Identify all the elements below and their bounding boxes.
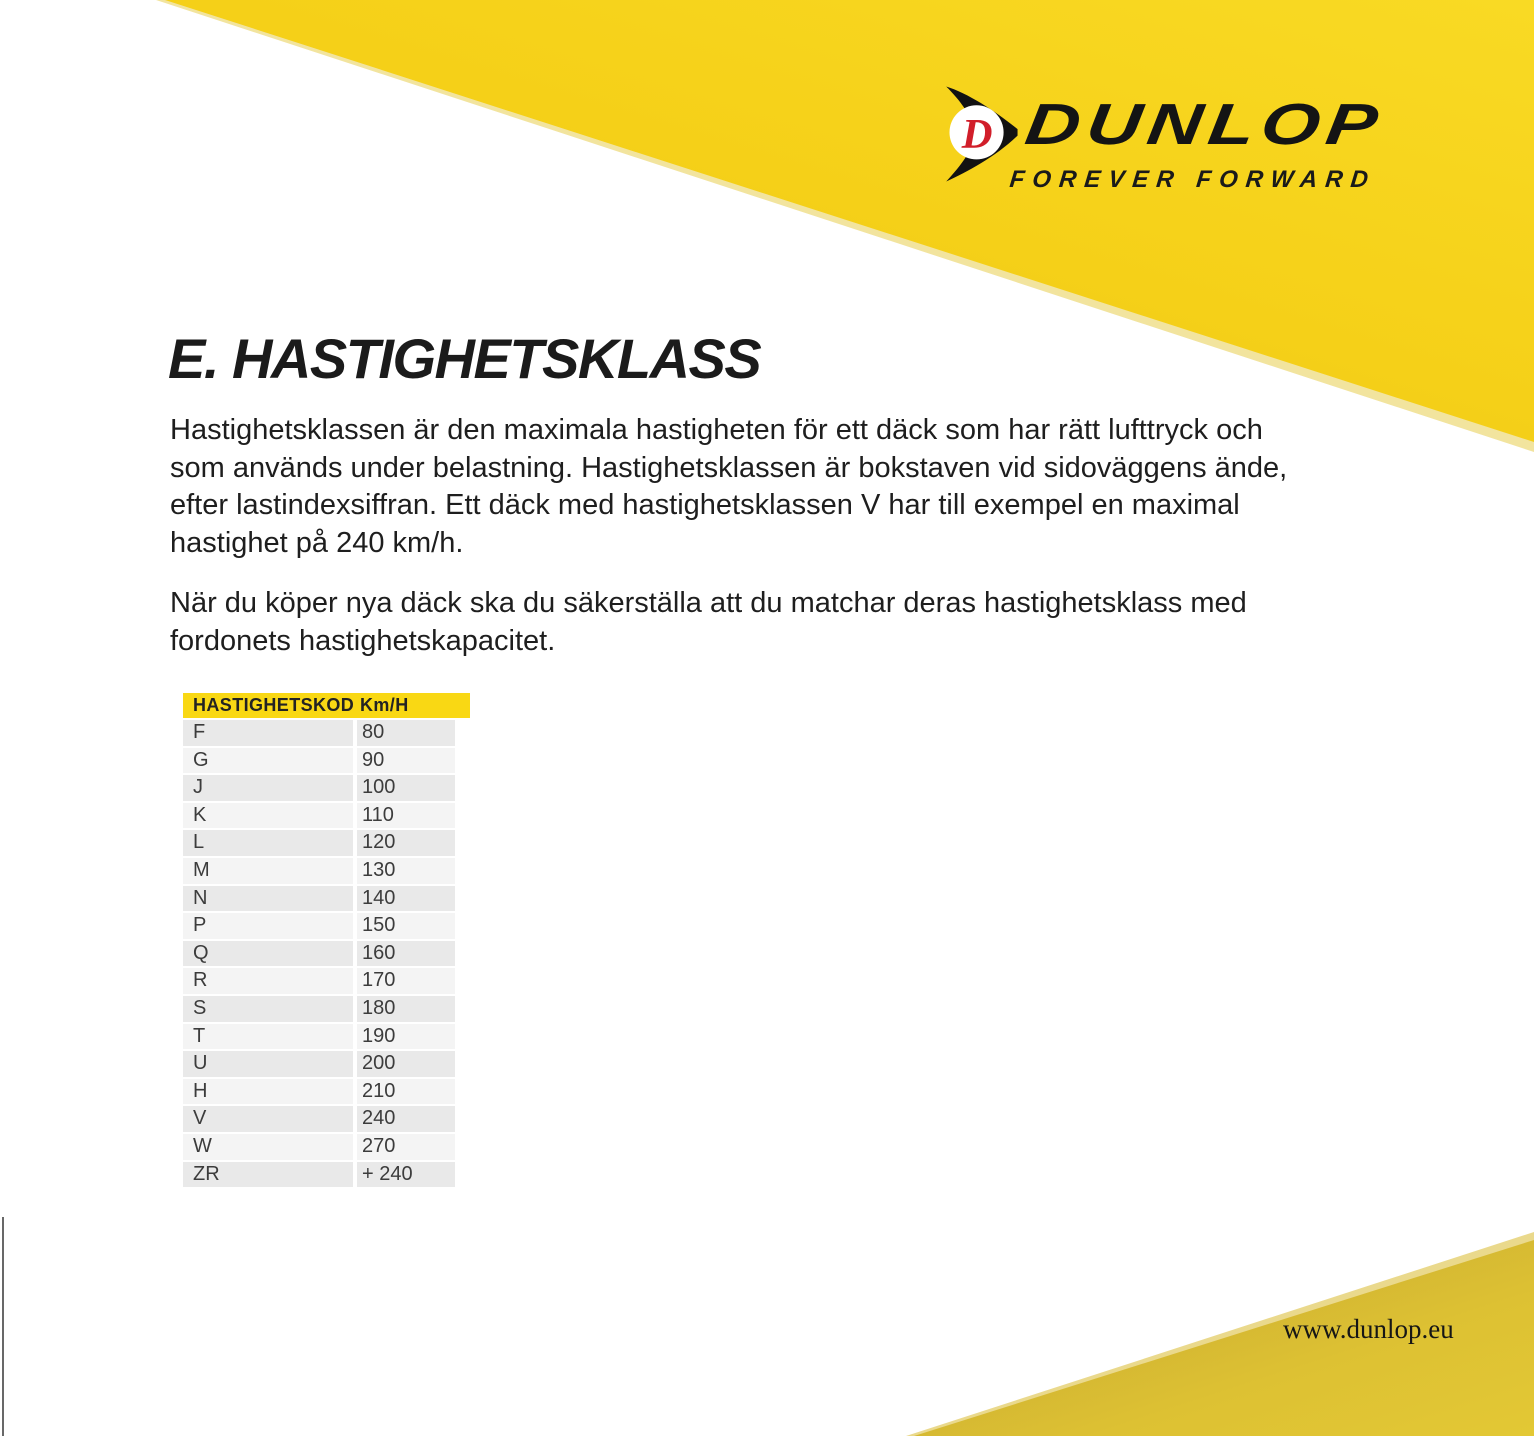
speed-kmh-cell: 150 bbox=[357, 913, 455, 939]
dunlop-wordmark: DUNLOP bbox=[1021, 92, 1388, 157]
speed-code-cell: P bbox=[183, 913, 353, 939]
page-edge-artifact bbox=[2, 1217, 4, 1436]
dunlop-logo bbox=[933, 82, 1473, 207]
speed-code-cell: G bbox=[183, 748, 353, 774]
speed-kmh-cell: 80 bbox=[357, 720, 455, 746]
dunlop-tagline: FOREVER FORWARD bbox=[1008, 166, 1378, 193]
speed-kmh-cell: 120 bbox=[357, 830, 455, 856]
speed-code-cell: H bbox=[183, 1079, 353, 1105]
website-link[interactable]: www.dunlop.eu bbox=[1283, 1314, 1454, 1344]
body-text-line: efter lastindexsiffran. Ett däck med hastighetsklassen V har till exempel en maximal bbox=[170, 489, 1240, 521]
table-header-code: HASTIGHETSKOD bbox=[193, 695, 355, 715]
table-header-kmh: Km/H bbox=[360, 695, 409, 715]
table-header-row bbox=[183, 693, 470, 718]
body-text-line: fordonets hastighetskapacitet. bbox=[170, 624, 556, 657]
table-row bbox=[183, 1079, 470, 1105]
speed-rating-table bbox=[183, 693, 470, 1189]
speed-kmh-cell: 210 bbox=[357, 1079, 455, 1105]
speed-code-cell: N bbox=[183, 886, 353, 912]
table-row bbox=[183, 1134, 470, 1160]
speed-code-cell: K bbox=[183, 803, 353, 829]
table-row bbox=[183, 748, 470, 774]
speed-kmh-cell: 110 bbox=[357, 803, 455, 829]
table-row bbox=[183, 941, 470, 967]
table-row bbox=[183, 1106, 470, 1132]
table-row bbox=[183, 1051, 470, 1077]
speed-kmh-cell: 180 bbox=[357, 996, 455, 1022]
table-row bbox=[183, 830, 470, 856]
table-row bbox=[183, 1162, 470, 1188]
speed-table-body bbox=[183, 720, 470, 1187]
table-row bbox=[183, 720, 470, 746]
table-row bbox=[183, 996, 470, 1022]
table-row bbox=[183, 858, 470, 884]
table-row bbox=[183, 1024, 470, 1050]
speed-kmh-cell: 240 bbox=[357, 1106, 455, 1132]
speed-kmh-cell: 190 bbox=[357, 1024, 455, 1050]
speed-kmh-cell: 170 bbox=[357, 968, 455, 994]
speed-code-cell: R bbox=[183, 968, 353, 994]
speed-code-cell: ZR bbox=[183, 1162, 353, 1188]
speed-kmh-cell: 90 bbox=[357, 748, 455, 774]
emblem-letter: D bbox=[961, 110, 993, 158]
speed-kmh-cell: 100 bbox=[357, 775, 455, 801]
body-text-line: När du köper nya däck ska du säkerställa att du matchar deras hastighetsklass med bbox=[170, 587, 1247, 619]
speed-kmh-cell: 270 bbox=[357, 1134, 455, 1160]
table-row bbox=[183, 968, 470, 994]
dunlop-flying-d-icon bbox=[938, 84, 1020, 184]
speed-code-cell: S bbox=[183, 996, 353, 1022]
table-row bbox=[183, 775, 470, 801]
table-row bbox=[183, 803, 470, 829]
speed-code-cell: W bbox=[183, 1134, 353, 1160]
page-title: E. HASTIGHETSKLASS bbox=[168, 327, 761, 390]
speed-code-cell: F bbox=[183, 720, 353, 746]
speed-kmh-cell: + 240 bbox=[357, 1162, 455, 1188]
speed-code-cell: U bbox=[183, 1051, 353, 1077]
speed-code-cell: T bbox=[183, 1024, 353, 1050]
table-row bbox=[183, 886, 470, 912]
table-row bbox=[183, 913, 470, 939]
speed-code-cell: Q bbox=[183, 941, 353, 967]
speed-code-cell: M bbox=[183, 858, 353, 884]
speed-kmh-cell: 200 bbox=[357, 1051, 455, 1077]
paragraph-buying-advice bbox=[170, 585, 1420, 660]
speed-kmh-cell: 140 bbox=[357, 886, 455, 912]
speed-code-cell: L bbox=[183, 830, 353, 856]
body-text-line: hastighet på 240 km/h. bbox=[170, 526, 464, 559]
speed-code-cell: J bbox=[183, 775, 353, 801]
paragraph-speed-rating bbox=[170, 412, 1420, 562]
body-text-line: Hastighetsklassen är den maximala hastigheten för ett däck som har rätt lufttryck och bbox=[170, 414, 1263, 446]
speed-code-cell: V bbox=[183, 1106, 353, 1132]
body-text-line: som används under belastning. Hastighetsklassen är bokstaven vid sidoväggens ände, bbox=[170, 451, 1288, 484]
speed-kmh-cell: 160 bbox=[357, 941, 455, 967]
speed-kmh-cell: 130 bbox=[357, 858, 455, 884]
